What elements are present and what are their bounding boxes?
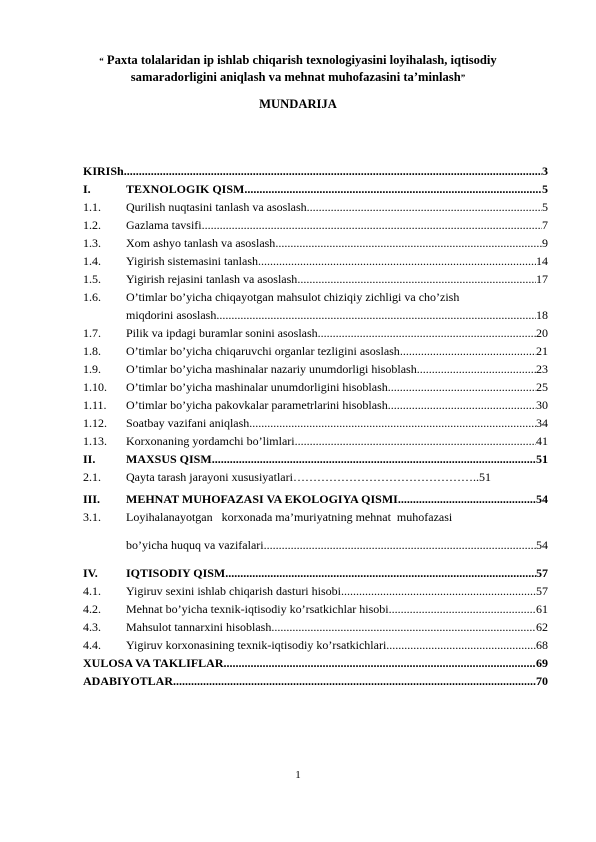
toc-number: III.	[83, 492, 101, 506]
table-of-contents	[83, 162, 548, 690]
toc-row-1-13[interactable]	[83, 432, 548, 450]
toc-number: 1.1.	[83, 200, 101, 214]
toc-page: 41	[536, 434, 548, 448]
toc-page: 18	[536, 308, 548, 322]
toc-page: 25	[536, 380, 548, 394]
toc-number: 1.9.	[83, 362, 101, 376]
toc-page: 5	[542, 200, 548, 214]
toc-number: 1.6.	[83, 290, 101, 304]
toc-title: Mehnat bo’yicha texnik-iqtisodiy ko’rsatkichlar hisobi	[126, 602, 389, 616]
toc-number: 1.2.	[83, 218, 101, 232]
toc-row-4-3[interactable]	[83, 618, 548, 636]
dot-leader	[249, 414, 536, 432]
toc-title: Loyihalanayotgan korxonada ma’muriyatning mehnat muhofazasi	[126, 510, 453, 524]
toc-page: 57	[536, 584, 548, 598]
dot-leader	[124, 162, 542, 180]
toc-page: 30	[536, 398, 548, 412]
toc-page: 54	[536, 538, 548, 552]
dot-leader	[173, 672, 536, 690]
toc-page: 20	[536, 326, 548, 340]
dot-leader	[264, 536, 536, 554]
toc-title: MEHNAT MUHOFAZASI VA EKOLOGIYA QISMI	[126, 492, 398, 506]
toc-title: TEXNOLOGIK QISM	[126, 182, 245, 196]
toc-title: KIRISh	[83, 164, 124, 178]
toc-title: O’timlar bo’yicha chiqayotgan mahsulot chiziqiy zichligi va cho’zish	[126, 290, 460, 304]
toc-title: Yigirish rejasini tanlash va asoslash	[126, 272, 298, 286]
toc-number: 2.1.	[83, 470, 101, 484]
toc-number: 1.10.	[83, 380, 107, 394]
toc-page: 5	[542, 182, 548, 196]
toc-number: 1.7.	[83, 326, 101, 340]
toc-title: MAXSUS QISM	[126, 452, 212, 466]
toc-row-section-4[interactable]	[83, 564, 548, 582]
toc-number: 1.11.	[83, 398, 107, 412]
toc-row-2-1[interactable]	[83, 468, 548, 486]
toc-row-section-1[interactable]	[83, 180, 548, 198]
toc-row-conclusions[interactable]	[83, 654, 548, 672]
toc-number: 4.1.	[83, 584, 101, 598]
toc-page: 61	[536, 602, 548, 616]
toc-page: 54	[536, 492, 548, 506]
toc-page: 34	[536, 416, 548, 430]
toc-title: XULOSA VA TAKLIFLAR	[83, 656, 224, 670]
toc-row-1-12[interactable]	[83, 414, 548, 432]
toc-number: I.	[83, 182, 91, 196]
toc-title: Qayta tarash jarayoni xususiyatlari	[126, 470, 293, 484]
toc-row-1-1[interactable]	[83, 198, 548, 216]
dot-leader	[307, 198, 542, 216]
toc-page: 14	[536, 254, 548, 268]
dot-leader	[295, 432, 536, 450]
dot-leader	[224, 654, 537, 672]
toc-page: 51	[536, 452, 548, 466]
dot-leader	[258, 252, 536, 270]
dot-leader	[388, 396, 536, 414]
dot-leader	[417, 360, 536, 378]
toc-row-1-8[interactable]	[83, 342, 548, 360]
toc-number: 1.8.	[83, 344, 101, 358]
toc-row-1-3[interactable]	[83, 234, 548, 252]
toc-title: IQTISODIY QISM	[126, 566, 226, 580]
dot-leader	[212, 450, 536, 468]
toc-title: Gazlama tavsifi	[126, 218, 202, 232]
dot-leader	[388, 378, 536, 396]
toc-title: O’timlar bo’yicha mashinalar unumdorligini hisoblash	[126, 380, 388, 394]
toc-number: II.	[83, 452, 96, 466]
toc-row-1-10[interactable]	[83, 378, 548, 396]
toc-number: IV.	[83, 566, 98, 580]
ellipsis-leader: ………………………………………..	[292, 470, 479, 484]
toc-row-references[interactable]	[83, 672, 548, 690]
toc-row-1-11[interactable]	[83, 396, 548, 414]
toc-number: 1.3.	[83, 236, 101, 250]
toc-row-1-5[interactable]	[83, 270, 548, 288]
dot-leader	[341, 582, 536, 600]
toc-title: Korxonaning yordamchi bo’limlari	[126, 434, 295, 448]
toc-title: Qurilish nuqtasini tanlash va asoslash	[126, 200, 307, 214]
toc-page: 70	[536, 674, 548, 688]
dot-leader	[400, 342, 536, 360]
toc-row-1-7[interactable]	[83, 324, 548, 342]
toc-title: O’timlar bo’yicha mashinalar nazariy unumdorligi hisoblash	[126, 362, 417, 376]
toc-number: 1.13.	[83, 434, 107, 448]
toc-row-1-9[interactable]	[83, 360, 548, 378]
toc-heading: MUNDARIJA	[259, 97, 337, 111]
toc-title: O’timlar bo’yicha chiqaruvchi organlar tezligini asoslash	[126, 344, 400, 358]
dot-leader	[318, 324, 536, 342]
dot-leader	[398, 490, 536, 508]
toc-row-1-6-continued[interactable]	[83, 306, 548, 324]
toc-row-section-3[interactable]	[83, 490, 548, 508]
toc-page: 69	[536, 656, 548, 670]
toc-number: 4.4.	[83, 638, 101, 652]
dot-leader	[202, 216, 542, 234]
toc-title: Soatbay vazifani aniqlash	[126, 416, 250, 430]
dot-leader	[271, 618, 536, 636]
toc-number: 1.5.	[83, 272, 101, 286]
toc-row-4-2[interactable]	[83, 600, 548, 618]
toc-page: 17	[536, 272, 548, 286]
dot-leader	[389, 600, 536, 618]
toc-row-4-1[interactable]	[83, 582, 548, 600]
toc-title: ADABIYOTLAR	[83, 674, 174, 688]
toc-page: 9	[542, 236, 548, 250]
title-text-2: samaradorligini aniqlash va mehnat muhofazasini ta’minlash	[130, 70, 461, 84]
toc-number: 3.1.	[83, 510, 101, 524]
toc-title: Yigiruv sexini ishlab chiqarish dasturi hisobi	[126, 584, 341, 598]
toc-row-1-6[interactable]	[83, 288, 548, 306]
dot-leader	[225, 564, 536, 582]
toc-title: Yigirish sistemasini tanlash	[126, 254, 258, 268]
toc-page: 21	[536, 344, 548, 358]
toc-row-3-1-continued[interactable]	[83, 536, 548, 554]
toc-page: 57	[536, 566, 548, 580]
toc-page: 51	[478, 470, 491, 484]
dot-leader	[244, 180, 542, 198]
dot-leader	[216, 306, 536, 324]
toc-page: 68	[536, 638, 548, 652]
toc-page: 62	[536, 620, 548, 634]
toc-title: Mahsulot tannarxini hisoblash	[126, 620, 272, 634]
toc-title-continued: bo’yicha huquq va vazifalari	[126, 538, 264, 552]
toc-title: Pilik va ipdagi buramlar sonini asoslash	[126, 326, 318, 340]
toc-row-introduction[interactable]	[83, 162, 548, 180]
toc-number: 4.2.	[83, 602, 101, 616]
dot-leader	[275, 234, 542, 252]
toc-number: 4.3.	[83, 620, 101, 634]
toc-row-section-2[interactable]	[83, 450, 548, 468]
dot-leader	[386, 636, 536, 654]
toc-title: Xom ashyo tanlash va asoslash	[126, 236, 276, 250]
title-line-2	[60, 69, 536, 86]
toc-row-4-4[interactable]	[83, 636, 548, 654]
title-open-quote: “	[99, 56, 104, 66]
title-close-quote: ”	[460, 73, 466, 83]
page-number: 1	[295, 769, 301, 781]
toc-number: 1.4.	[83, 254, 101, 268]
toc-title: O’timlar bo’yicha pakovkalar parametrlarini hisoblash	[126, 398, 388, 412]
toc-page: 7	[542, 218, 548, 232]
title-line-1	[60, 52, 536, 69]
document-title	[60, 52, 536, 86]
toc-title-continued: miqdorini asoslash	[126, 308, 217, 322]
dot-leader	[297, 270, 536, 288]
toc-page: 3	[542, 164, 548, 178]
toc-row-1-4[interactable]	[83, 252, 548, 270]
title-text-1: Paxta tolalaridan ip ishlab chiqarish texnologiyasini loyihalash, iqtisodiy	[106, 53, 497, 67]
toc-row-3-1[interactable]	[83, 508, 548, 526]
toc-row-1-2[interactable]	[83, 216, 548, 234]
toc-page: 23	[536, 362, 548, 376]
toc-number: 1.12.	[83, 416, 107, 430]
toc-title: Yigiruv korxonasining texnik-iqtisodiy ko’rsatkichlari	[126, 638, 387, 652]
